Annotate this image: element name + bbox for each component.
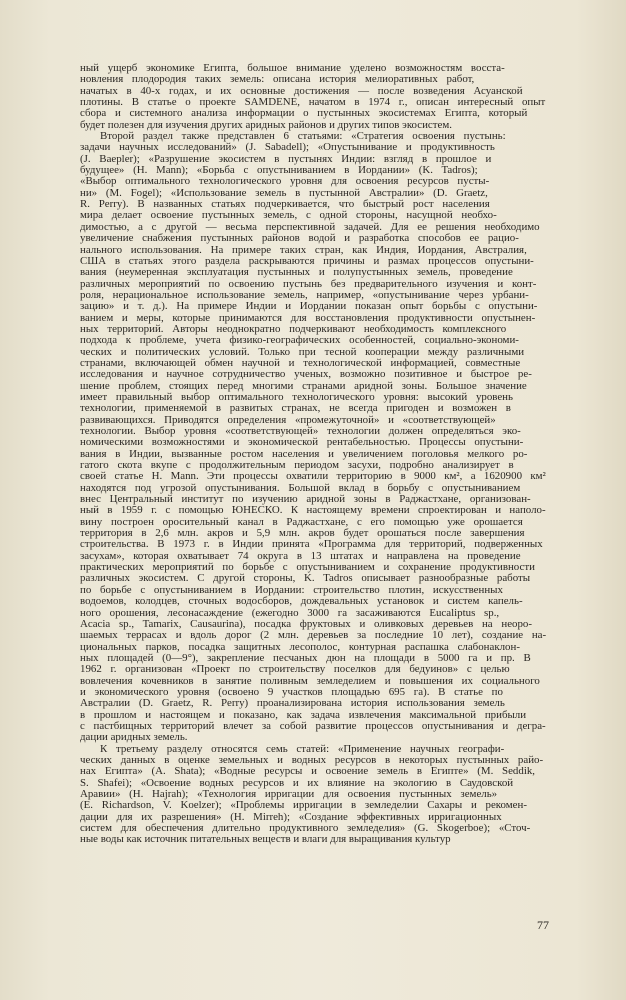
text-line: циональных парков, посадка защитных лесополос, контурная распашка слабонаклон- xyxy=(80,641,520,653)
text-line: развивающихся. Приводятся определения «промежуточной» и «соответствующей» xyxy=(80,414,496,426)
text-line: внес Центральный институт по изучению аридной зоны в Раджастхане, организован- xyxy=(80,494,531,506)
text-line: подхода к проблеме, учета физико-географических особенностей, социально-экономи- xyxy=(80,335,519,347)
text-line: шаемых террасах и вдоль дорог (2 млн. деревьев за последние 10 лет), создание на- xyxy=(80,630,547,642)
text-line: К третьему разделу относятся семь статей: «Применение научных географи- xyxy=(100,743,505,755)
body-text xyxy=(80,63,560,846)
text-line: ни» (M. Fogel); «Использование земель в пустынной Австралии» (D. Graetz, xyxy=(80,187,488,199)
text-line: США в статьях этого раздела раскрываются причины и размах процессов опустыни- xyxy=(80,255,534,267)
text-line: вовлечения кочевников в занятие поливным земледелием и повышения их социального xyxy=(80,675,540,687)
text-line: плотины. В статье о проекте SAMDENE, начатом в 1974 г., описан интересный опыт xyxy=(80,97,546,109)
paragraph-3 xyxy=(80,744,560,846)
text-line: (E. Richardson, V. Koelzer); «Проблемы ирригации в земледелии Сахары и рекомен- xyxy=(80,800,527,812)
text-line: шение проблем, стоящих перед многими странами аридной зоны. Большое значение xyxy=(80,380,527,392)
text-line: Аравии» (H. Hajrah); «Технология ирригации для освоения пустынных земель» xyxy=(80,789,498,800)
text-line: Австралии (D. Graetz, R. Perry) проанализирована история использования земель xyxy=(80,698,505,710)
text-line: различных экосистем. С другой стороны, K. Tadros описывает разнообразные работы xyxy=(80,573,531,585)
text-line: S. Shafei); «Освоение водных ресурсов и их влияние на экологию в Саудовской xyxy=(80,777,514,789)
text-line: в прошлом и настоящем и показано, как задача извлечения максимальной прибыли xyxy=(80,709,527,721)
text-line: технологии. Выбор уровня «соответствующей» технологии должен определяться эко- xyxy=(80,426,521,437)
text-line: «Выбор оптимального технологического уровня для освоения ресурсов пусты- xyxy=(80,176,490,188)
text-line: зацию» и т. д.). На примере Индии и Иордании показан опыт борьбы с опустыни- xyxy=(80,301,538,313)
text-line: ванием и меры, которые принимаются для восстановления продуктивности опустынен- xyxy=(80,312,536,324)
text-line: ный ущерб экономике Египта, большое внимание уделено возможностям восста- xyxy=(80,63,505,74)
text-line: димостью, а с другой — весьма перспективной задачей. Для ее решения необходимо xyxy=(80,221,540,233)
text-line: Второй раздел также представлен 6 статьями: «Стратегия освоения пустынь: xyxy=(100,131,506,143)
paragraph-1 xyxy=(80,63,560,131)
text-line: по борьбе с опустыниванием в Иордании: строительство плотин, искусственных xyxy=(80,584,503,596)
text-line: ческих и политических условий. Только при тесной кооперации между различными xyxy=(80,346,525,358)
page-number: 77 xyxy=(537,918,549,932)
text-line: ных территорий. Авторы неоднократно подчеркивают необходимость комплексного xyxy=(80,323,507,335)
text-line: ного орошения, лесонасаждение (ежегодно 3000 га засаживаются Eucaliptus sp., xyxy=(80,607,500,619)
text-line: странами, включающей обмен научной и технологической информацией, совместные xyxy=(80,357,521,369)
text-line: имеет правильный выбор оптимального технологического уровня: высокий уровень xyxy=(80,391,513,403)
text-line: вания (неумеренная эксплуатация пустынных и полупустынных земель, проведение xyxy=(80,267,513,279)
text-line: 1962 г. организован «Проект по строительству поселков для бедуинов» с целью xyxy=(80,664,510,676)
text-line: строительства. В 1973 г. в Индии принята «Программа для территорий, подверженных xyxy=(80,539,543,551)
text-line: с пастбищных территорий влечет за собой развитие процессов опустынивания и дегра- xyxy=(80,720,546,732)
text-line: ных площадей (0—9°), закрепление песчаных дюн на площади в 5000 га и пр. В xyxy=(80,652,531,664)
paragraph-2 xyxy=(80,131,560,744)
text-line: (J. Baepler); «Разрушение экосистем в пустынях Индии: взгляд в прошлое и xyxy=(80,153,492,165)
text-line: увеличение снабжения пустынных районов водой и разработка способов ее рацио- xyxy=(80,233,519,245)
text-line: технологии, применяемой в развитых странах, не всегда пригоден и возможен в xyxy=(80,403,511,415)
text-line: будущее» (H. Mann); «Борьба с опустыниванием в Иордании» (K. Tadros); xyxy=(80,165,478,177)
text-line: Acacia sp., Tamarix, Causaurina), посадка фруктовых и оливковых деревьев на неоро- xyxy=(80,618,532,630)
text-line: номическими возможностями и экономической рентабельностью. Процессы опустыни- xyxy=(80,437,524,449)
text-line: различных мероприятий по освоению пустынь без предварительного изучения и конт- xyxy=(80,278,537,290)
text-line: нального использования. На примере таких стран, как Индия, Иордания, Австралия, xyxy=(80,244,527,256)
text-line: начатых в 40-х годах, и их основные достижения — после возведения Асуанской xyxy=(80,85,523,97)
text-line: задачи научных исследований» (J. Sabadell); «Опустынивание и продуктивность xyxy=(80,142,495,154)
text-line: гатого скота вкупе с продолжительным периодом засухи, подробно анализирует в xyxy=(80,460,514,472)
text-line: вания в Индии, вызванные ростом населения и увеличением поголовья мелкого ро- xyxy=(80,448,528,460)
text-line: и экономического уровня (освоено 9 участков площадью 695 га). В статье по xyxy=(80,686,503,698)
text-line: дации аридных земель. xyxy=(80,732,188,744)
text-line: мира делает освоение пустынных земель, с одной стороны, насущной необхо- xyxy=(80,210,497,222)
text-line: дации для их разрешения» (H. Mirreh); «Создание эффективных ирригационных xyxy=(80,811,502,823)
text-line: находятся под угрозой опустынивания. Большой вклад в борьбу с опустыниванием xyxy=(80,482,521,494)
text-line: нах Египта» (A. Shata); «Водные ресурсы и освоение земель в Египте» (M. Seddik, xyxy=(80,766,536,778)
text-line: вину построен оросительный канал в Раджастхане, с его помощью уже орошается xyxy=(80,516,523,528)
text-line: сбора и системного анализа информации о пустынных экосистемах Египта, который xyxy=(80,108,528,120)
text-line: засухам», которая охватывает 74 округа в 13 штатах и направлена на проведение xyxy=(80,550,521,562)
text-line: роля, нерациональное использование земель, например, «опустынивание через урбани- xyxy=(80,289,529,301)
text-line: ный в 1959 г. с помощью ЮНЕСКО. К настоящему времени спроектирован и наполо- xyxy=(80,505,546,517)
text-line: исследования и научное сотрудничество ученых, возможно позитивное и быстрое ре- xyxy=(80,369,532,381)
text-line: ческих данных в оценке земельных и водных ресурсов в некоторых пустынных райо- xyxy=(80,754,544,766)
text-line: систем для обеспечения длительно продуктивного земледелия» (G. Skogerboe); «Сточ- xyxy=(80,823,531,835)
text-line: новления плодородия таких земель: описана история мелиоративных работ, xyxy=(80,74,475,86)
text-line: R. Perry). В названных статьях подчеркивается, что быстрый рост населения xyxy=(80,199,490,211)
text-line: практических мероприятий по борьбе с опустыниванием и сохранение продуктивности xyxy=(80,562,535,574)
text-line: водоемов, колодцев, сточных водосборов, дождевальных установок и систем капель- xyxy=(80,596,523,608)
text-line: территория в 2,6 млн. акров и 5,9 млн. акров будет орошаться после завершения xyxy=(80,528,525,540)
text-line: своей статье H. Mann. Эти процессы охватили территорию в 9000 км², а 1620900 км² xyxy=(80,471,546,483)
text-line: будет полезен для изучения других аридных районов и других типов экосистем. xyxy=(80,119,452,131)
text-line: ные воды как источник питательных веществ и влаги для выращивания культур xyxy=(80,834,451,846)
